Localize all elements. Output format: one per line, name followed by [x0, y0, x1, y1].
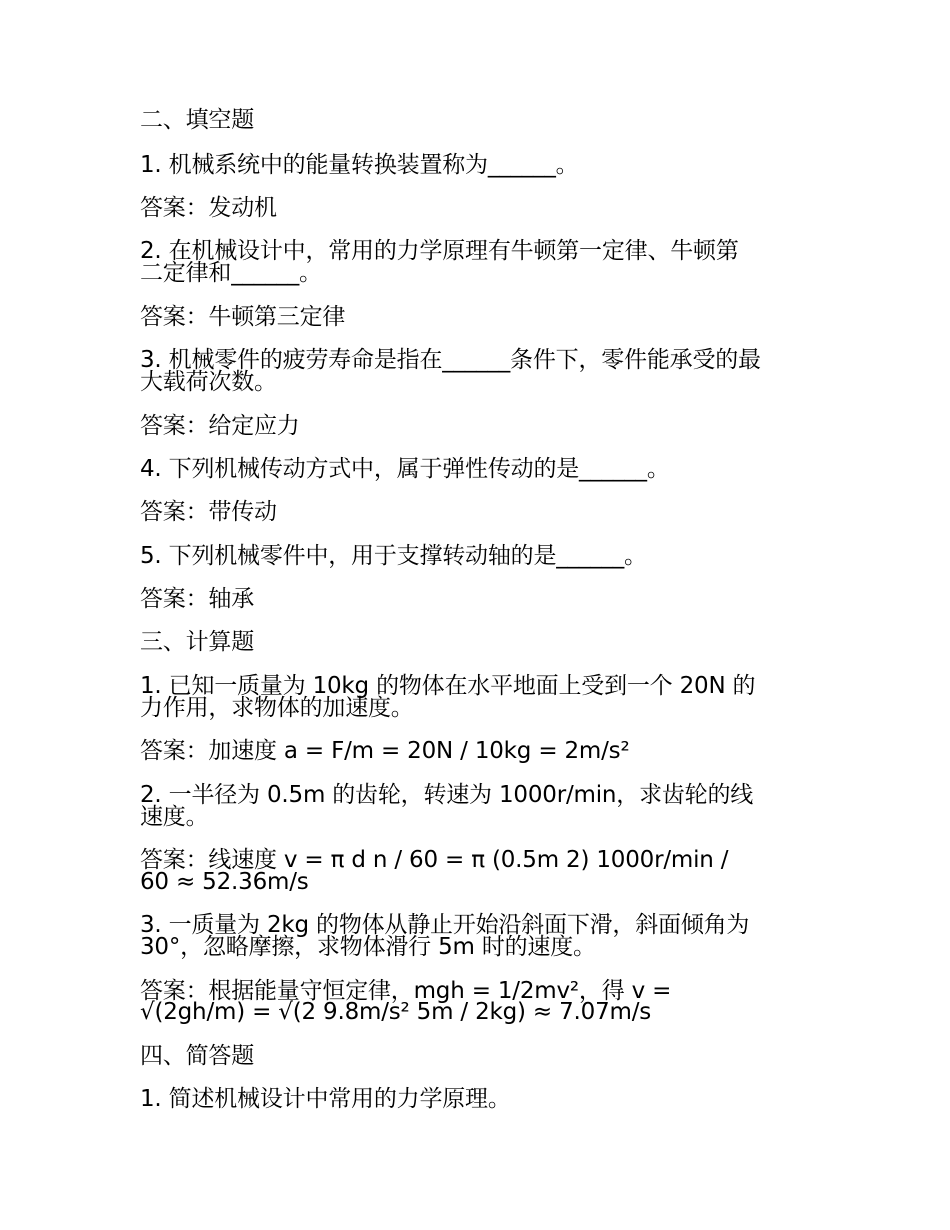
question-3-line-2: 大载荷次数。: [140, 369, 277, 395]
section-heading-fill-in-blank: 二、填空题: [140, 107, 255, 133]
answer-1-text: 答案：发动机: [140, 195, 277, 221]
question-4-text: 4. 下列机械传动方式中，属于弹性传动的是______。: [140, 456, 670, 482]
answer-4-text: 答案：带传动: [140, 499, 277, 525]
calc-answer-1-text: 答案：加速度 a = F/m = 20N / 10kg = 2m/s²: [140, 738, 630, 764]
question-1-text: 1. 机械系统中的能量转换装置称为______。: [140, 152, 579, 178]
calc-answer-3-line-1: 答案：根据能量守恒定律，mgh = 1/2mv²，得 v =: [140, 978, 672, 1004]
answer-3-text: 答案：给定应力: [140, 413, 300, 439]
calc-question-3-line-2: 30°，忽略摩擦，求物体滑行 5m 时的速度。: [140, 934, 596, 960]
answer-2-text: 答案：牛顿第三定律: [140, 304, 346, 330]
calc-question-1-line-1: 1. 已知一质量为 10kg 的物体在水平地面上受到一个 20N 的: [140, 673, 756, 699]
section-heading-short-answer: 四、简答题: [140, 1043, 255, 1069]
question-2-line-1: 2. 在机械设计中，常用的力学原理有牛顿第一定律、牛顿第: [140, 238, 739, 264]
short-answer-question-1: 1. 简述机械设计中常用的力学原理。: [140, 1086, 511, 1112]
calc-answer-2-line-1: 答案：线速度 v = π d n / 60 = π (0.5m 2) 1000r/min /: [140, 847, 729, 873]
answer-5-text: 答案：轴承: [140, 586, 255, 612]
calc-question-1-line-2: 力作用，求物体的加速度。: [140, 695, 414, 721]
calc-question-3-line-1: 3. 一质量为 2kg 的物体从静止开始沿斜面下滑，斜面倾角为: [140, 912, 750, 938]
calc-answer-3-line-2: √(2gh/m) = √(2 9.8m/s² 5m / 2kg) ≈ 7.07m/s: [140, 999, 652, 1025]
calc-question-2-line-2: 速度。: [140, 804, 209, 830]
calc-answer-2-line-2: 60 ≈ 52.36m/s: [140, 869, 309, 895]
section-heading-calculation: 三、计算题: [140, 629, 255, 655]
question-3-line-1: 3. 机械零件的疲劳寿命是指在______条件下，零件能承受的最: [140, 347, 761, 373]
question-2-line-2: 二定律和______。: [140, 260, 322, 286]
calc-question-2-line-1: 2. 一半径为 0.5m 的齿轮，转速为 1000r/min，求齿轮的线: [140, 782, 754, 808]
question-5-text: 5. 下列机械零件中，用于支撑转动轴的是______。: [140, 543, 647, 569]
